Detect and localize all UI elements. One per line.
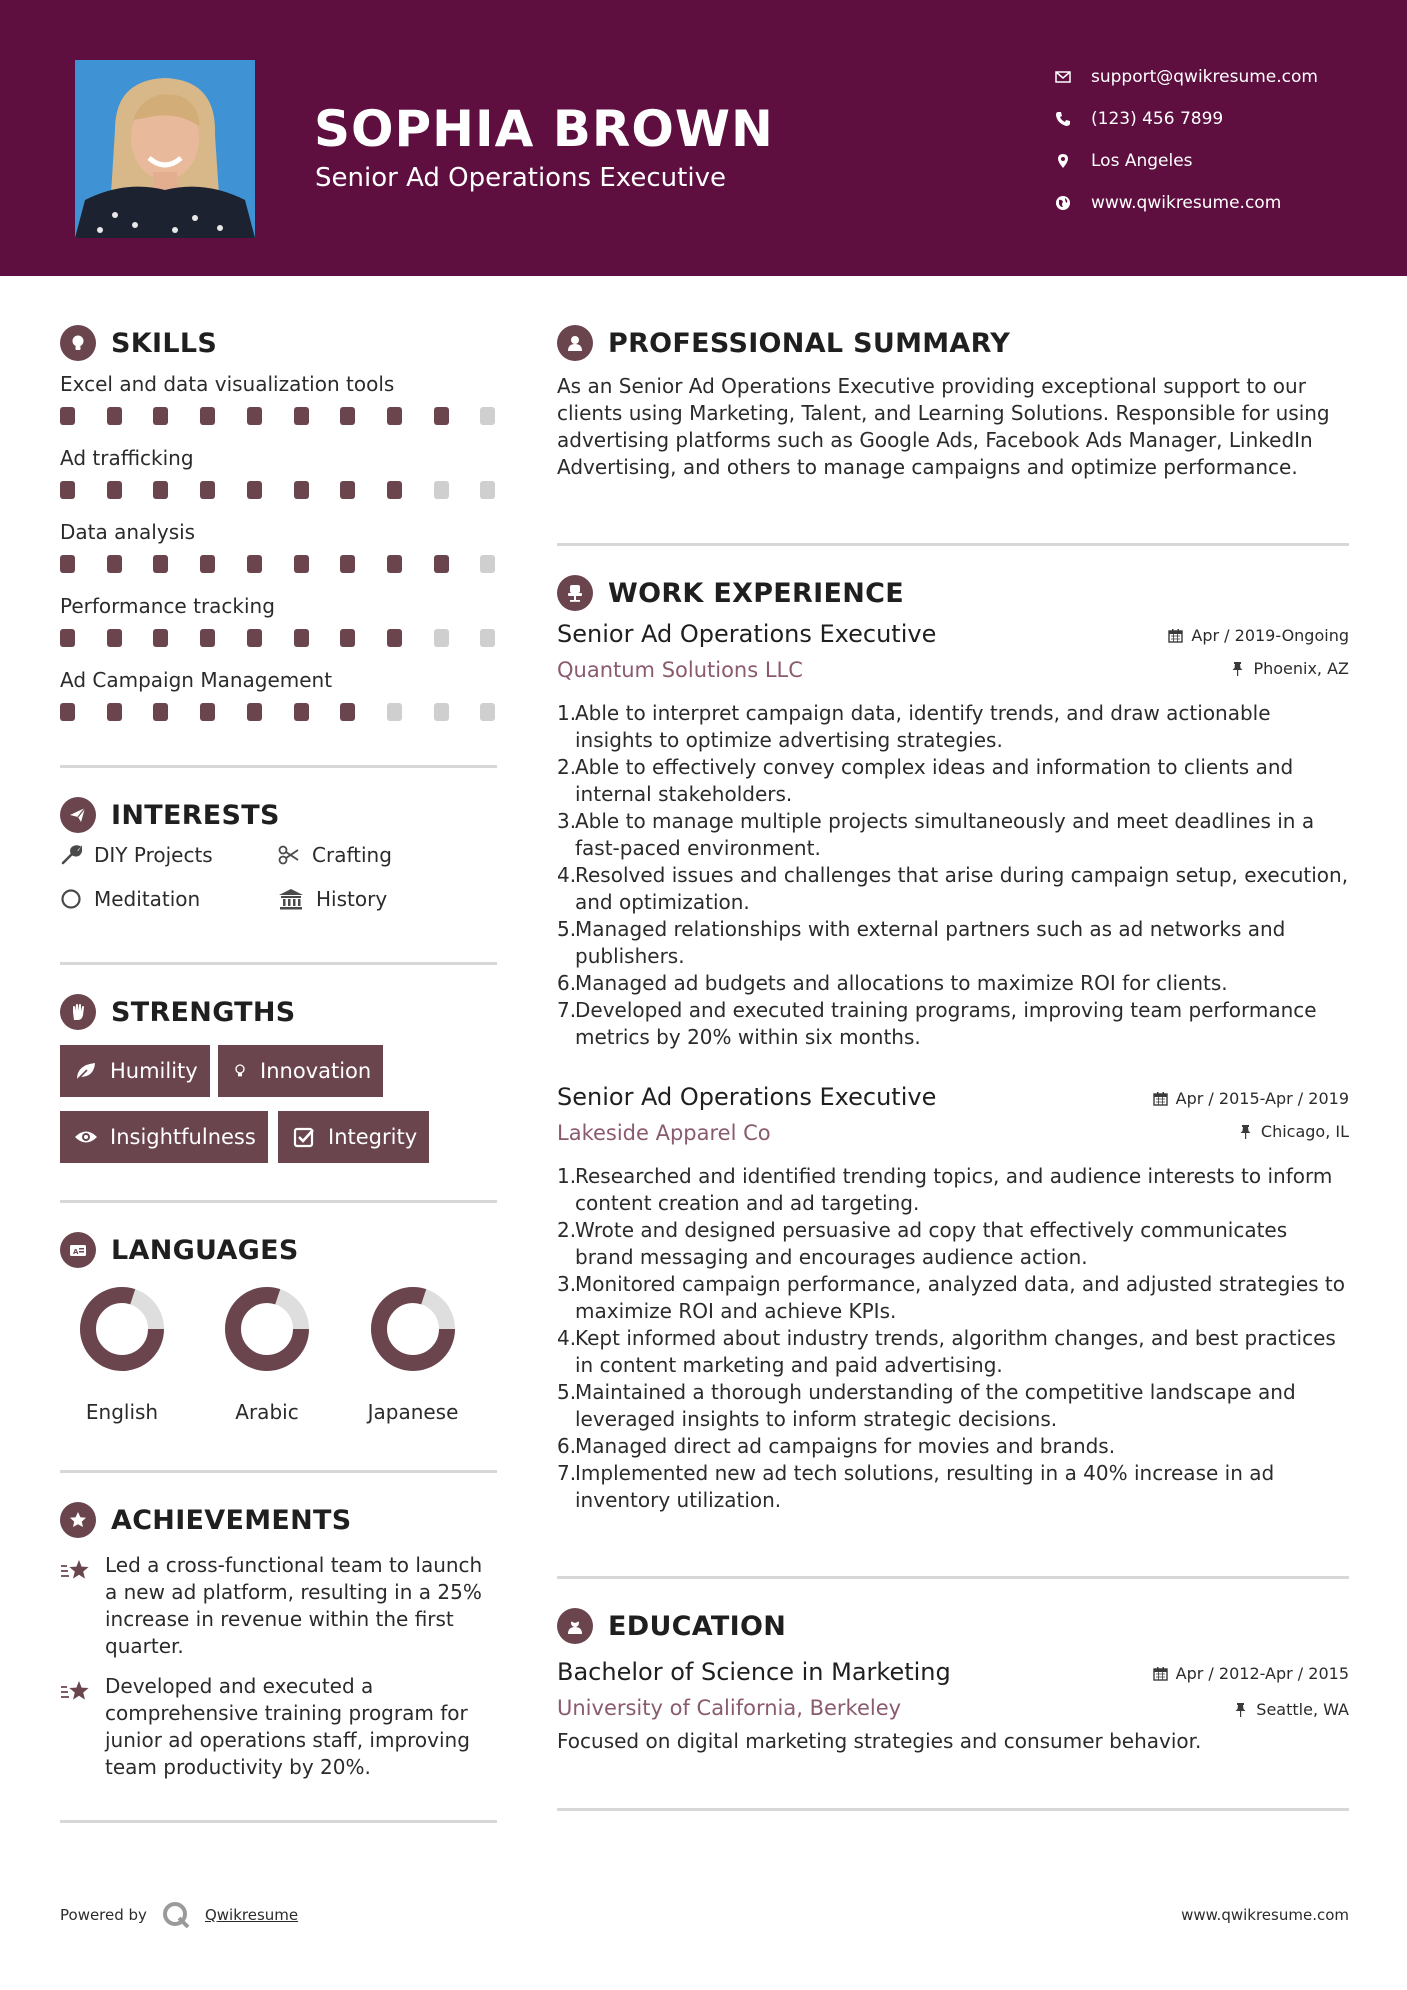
job-company: Quantum Solutions LLC: [557, 658, 803, 682]
job-bullet: 1. Able to interpret campaign data, identify trends, and draw actionable insights to optimize advertising strategies.: [557, 701, 1271, 752]
job-title: Senior Ad Operations Executive: [557, 1083, 937, 1111]
job-location-text: Phoenix, AZ: [1253, 659, 1349, 678]
skill-dot-empty: [480, 407, 495, 425]
svg-text:A: A: [73, 1248, 79, 1256]
skill-name: Ad trafficking: [60, 446, 194, 470]
summary-header: [557, 323, 1349, 363]
skill-dot-filled: [340, 555, 355, 573]
contact-email[interactable]: [1055, 56, 1385, 98]
job-bullet-text: Able to interpret campaign data, identify trends, and draw actionable insights to optimize advertising strategies.: [575, 701, 1271, 752]
phone-icon: [1055, 111, 1091, 127]
job-bullet: 7. Developed and executed training programs, improving team performance metrics by 20% within six months.: [557, 998, 1317, 1049]
achievements-header: [60, 1500, 497, 1540]
skill-dot-filled: [107, 629, 122, 647]
job-bullet-text: Wrote and designed persuasive ad copy that effectively communicates brand messaging and encourages audience action.: [575, 1218, 1288, 1269]
calendar-icon: [1153, 1091, 1168, 1106]
skill-dot-filled: [60, 481, 75, 499]
summary-section: [557, 323, 1349, 481]
footer-website[interactable]: www.qwikresume.com: [1181, 1906, 1349, 1924]
language-proficiency-ring: [370, 1286, 456, 1372]
skill-dot-filled: [247, 703, 262, 721]
skill-rating: [60, 621, 497, 665]
skill-dot-filled: [294, 481, 309, 499]
location-pin-icon: [1055, 153, 1091, 169]
job-bullet: 1. Researched and identified trending topics, and audience interests to inform content creation and ad targeting.: [557, 1164, 1333, 1215]
contact-location-text: Los Angeles: [1091, 151, 1193, 171]
experience-section: [557, 573, 1349, 613]
skill-dot-filled: [247, 481, 262, 499]
skill-dot-filled: [294, 555, 309, 573]
powered-by-text: Powered by: [60, 1906, 147, 1924]
footer-powered: [60, 1900, 298, 1930]
interest-label: Crafting: [312, 843, 392, 867]
contact-phone[interactable]: [1055, 98, 1385, 140]
pushpin-icon: [1230, 661, 1245, 676]
interests-header: [60, 795, 497, 835]
qwikresume-link[interactable]: Qwikresume: [204, 1906, 299, 1924]
strengths-title: STRENGTHS: [111, 996, 296, 1028]
interest-label: DIY Projects: [94, 843, 213, 867]
star-icon: [60, 1558, 92, 1584]
skill-dot-filled: [107, 703, 122, 721]
section-divider: [60, 1200, 497, 1203]
job-bullet: 3. Able to manage multiple projects simultaneously and meet deadlines in a fast-paced environment.: [557, 809, 1315, 860]
language-proficiency-ring: [79, 1286, 165, 1372]
interest-label: Meditation: [94, 887, 201, 911]
interest-item: [278, 887, 387, 911]
interest-item: [60, 843, 213, 867]
skill-dot-empty: [480, 555, 495, 573]
job-bullet-text: Maintained a thorough understanding of the competitive landscape and leveraged insights to inform strategic decisions.: [575, 1380, 1296, 1431]
leaf-icon: [74, 1060, 98, 1082]
skill-dot-filled: [107, 555, 122, 573]
star-badge-icon: [60, 1502, 96, 1538]
check-square-icon: [292, 1126, 316, 1148]
job-bullet-text: Managed ad budgets and allocations to maximize ROI for clients.: [575, 971, 1228, 995]
job-bullet-text: Able to manage multiple projects simultaneously and meet deadlines in a fast-paced environment.: [575, 809, 1315, 860]
skill-dot-filled: [294, 703, 309, 721]
job-bullet: 6. Managed ad budgets and allocations to maximize ROI for clients.: [557, 971, 1228, 995]
profile-photo: [75, 60, 255, 238]
skill-dot-filled: [200, 407, 215, 425]
skill-dot-filled: [153, 703, 168, 721]
skills-title: SKILLS: [111, 327, 218, 359]
strength-chip: [60, 1045, 210, 1097]
summary-title: PROFESSIONAL SUMMARY: [608, 327, 1011, 359]
skill-dot-filled: [107, 407, 122, 425]
skill-dot-filled: [387, 481, 402, 499]
strengths-header: [60, 992, 497, 1032]
language-name: English: [85, 1400, 159, 1424]
skill-dot-filled: [153, 407, 168, 425]
language-name: Japanese: [367, 1400, 459, 1424]
job-responsibilities: [557, 700, 1349, 1051]
skill-dot-filled: [434, 555, 449, 573]
graduate-icon: [557, 1608, 593, 1644]
strength-chip: [278, 1111, 429, 1163]
languages-title: LANGUAGES: [111, 1234, 299, 1266]
strength-label: Humility: [110, 1059, 198, 1083]
resume-header: [0, 0, 1407, 276]
job-bullet-text: Implemented new ad tech solutions, resulting in a 40% increase in ad inventory utilization.: [575, 1461, 1275, 1512]
qwikresume-logo-icon: [161, 1900, 191, 1930]
job-company: Lakeside Apparel Co: [557, 1121, 771, 1145]
skill-dot-filled: [340, 629, 355, 647]
job-bullet-text: Researched and identified trending topics, and audience interests to inform content creation and ad targeting.: [575, 1164, 1333, 1215]
chair-icon: [557, 575, 593, 611]
pushpin-icon: [1233, 1702, 1248, 1717]
skill-dot-filled: [60, 629, 75, 647]
job-bullet: 3. Monitored campaign performance, analyzed data, and adjusted strategies to maximize ROI and achieve KPIs.: [557, 1272, 1345, 1323]
contact-list: [1055, 56, 1385, 224]
education-location-text: Seattle, WA: [1256, 1700, 1349, 1719]
summary-text: As an Senior Ad Operations Executive providing exceptional support to our clients using Marketing, Talent, and Learning Solutions. Responsible for using advertising platforms such as Google Ads, Facebook Ads Manager, LinkedIn Advertising, and others to manage campaigns and optimize performance.: [557, 374, 1330, 479]
calendar-icon: [1168, 628, 1183, 643]
skill-dot-filled: [247, 629, 262, 647]
experience-title: WORK EXPERIENCE: [608, 577, 904, 609]
skill-name: Performance tracking: [60, 594, 275, 618]
globe-icon: [1055, 195, 1091, 211]
achievement-item: [60, 1552, 497, 1660]
job-bullet-text: Resolved issues and challenges that arise during campaign setup, execution, and optimization.: [575, 863, 1349, 914]
strength-label: Integrity: [328, 1125, 418, 1149]
candidate-name: SOPHIA BROWN: [314, 100, 774, 158]
eye-icon: [74, 1126, 98, 1148]
experience-header: [557, 573, 1349, 613]
strength-label: Insightfulness: [110, 1125, 256, 1149]
skill-dot-empty: [434, 481, 449, 499]
section-divider: [557, 1576, 1349, 1579]
skills-list: [60, 369, 497, 739]
skill-dot-empty: [434, 629, 449, 647]
section-divider: [60, 962, 497, 965]
language-name: Arabic: [235, 1400, 299, 1424]
paper-plane-icon: [60, 797, 96, 833]
skill-dot-filled: [294, 629, 309, 647]
job-bullet: 2. Able to effectively convey complex ideas and information to clients and internal stakeholders.: [557, 755, 1294, 806]
skill-dot-filled: [60, 407, 75, 425]
job-dates: [1168, 626, 1349, 645]
interest-item: [278, 843, 392, 867]
job-bullet: 2. Wrote and designed persuasive ad copy that effectively communicates brand messaging and encourages audience action.: [557, 1218, 1288, 1269]
contact-phone-text: (123) 456 7899: [1091, 109, 1224, 129]
lightbulb-icon: [232, 1060, 248, 1082]
interests-list: [60, 843, 497, 931]
job-bullet-text: Managed relationships with external partners such as ad networks and publishers.: [575, 917, 1286, 968]
job-bullet: 5. Maintained a thorough understanding of the competitive landscape and leveraged insights to inform strategic decisions.: [557, 1380, 1296, 1431]
hand-icon: [60, 994, 96, 1030]
candidate-title: Senior Ad Operations Executive: [315, 163, 726, 193]
job-bullet-text: Monitored campaign performance, analyzed data, and adjusted strategies to maximize ROI and achieve KPIs.: [575, 1272, 1345, 1323]
star-icon: [60, 1679, 92, 1705]
job-dates-text: Apr / 2015-Apr / 2019: [1175, 1089, 1349, 1108]
strength-label: Innovation: [260, 1059, 372, 1083]
lightbulb-icon: [60, 325, 96, 361]
job-bullet: 4. Kept informed about industry trends, algorithm changes, and best practices in content marketing and paid advertising.: [557, 1326, 1336, 1377]
skill-dot-filled: [247, 407, 262, 425]
job-dates-text: Apr / 2019-Ongoing: [1191, 626, 1349, 645]
language-item: [47, 1286, 197, 1424]
skill-dot-filled: [200, 629, 215, 647]
contact-website[interactable]: [1055, 182, 1385, 224]
education-dates: [1153, 1664, 1349, 1683]
skill-name: Excel and data visualization tools: [60, 372, 395, 396]
job-bullet-text: Able to effectively convey complex ideas and information to clients and internal stakeholders.: [575, 755, 1294, 806]
contact-website-text: www.qwikresume.com: [1091, 193, 1282, 213]
section-divider: [60, 765, 497, 768]
education-dates-text: Apr / 2012-Apr / 2015: [1175, 1664, 1349, 1683]
job-bullet-text: Kept informed about industry trends, algorithm changes, and best practices in content marketing and paid advertising.: [575, 1326, 1336, 1377]
skill-name: Data analysis: [60, 520, 196, 544]
education-degree: Bachelor of Science in Marketing: [557, 1658, 951, 1686]
translate-icon: [60, 1232, 96, 1268]
skill-dot-empty: [387, 703, 402, 721]
skill-dot-filled: [107, 481, 122, 499]
contact-email-text: support@qwikresume.com: [1091, 67, 1318, 87]
skill-dot-filled: [387, 407, 402, 425]
skill-dot-filled: [153, 481, 168, 499]
job-location: [1238, 1122, 1349, 1141]
skill-dot-filled: [294, 407, 309, 425]
job-title: Senior Ad Operations Executive: [557, 620, 937, 648]
user-icon: [557, 325, 593, 361]
envelope-icon: [1055, 69, 1091, 85]
strengths-section: [60, 992, 497, 1182]
interests-title: INTERESTS: [111, 799, 280, 831]
job-bullet-text: Developed and executed training programs, improving team performance metrics by 20% within six months.: [575, 998, 1317, 1049]
job-bullet: 6. Managed direct ad campaigns for movies and brands.: [557, 1434, 1116, 1458]
strength-chip: [218, 1045, 383, 1097]
section-divider: [557, 1808, 1349, 1811]
skill-dot-empty: [480, 481, 495, 499]
circle-icon: [60, 888, 82, 910]
achievements-title: ACHIEVEMENTS: [111, 1504, 352, 1536]
strength-chip: [60, 1111, 268, 1163]
skill-dot-filled: [340, 407, 355, 425]
museum-icon: [278, 888, 304, 910]
achievement-text: Developed and executed a comprehensive training program for junior ad operations staff, improving team productivity by 20%.: [105, 1674, 470, 1779]
achievement-text: Led a cross-functional team to launch a new ad platform, resulting in a 25% increase in revenue within the first quarter.: [105, 1553, 483, 1658]
calendar-icon: [1153, 1666, 1168, 1681]
skill-dot-filled: [434, 407, 449, 425]
skill-dot-filled: [340, 703, 355, 721]
section-divider: [557, 543, 1349, 546]
skill-dot-filled: [247, 555, 262, 573]
job-dates: [1153, 1089, 1349, 1108]
section-divider: [60, 1470, 497, 1473]
skill-rating: [60, 695, 497, 739]
skill-dot-filled: [200, 703, 215, 721]
skill-dot-filled: [153, 629, 168, 647]
skill-name: Ad Campaign Management: [60, 668, 333, 692]
job-location-text: Chicago, IL: [1260, 1122, 1349, 1141]
skill-dot-filled: [340, 481, 355, 499]
languages-section: [60, 1230, 497, 1470]
skill-dot-empty: [480, 703, 495, 721]
skill-rating: [60, 473, 497, 517]
language-item: [192, 1286, 342, 1424]
skill-dot-empty: [480, 629, 495, 647]
skill-dot-filled: [200, 481, 215, 499]
skills-header: [60, 323, 497, 363]
education-school: University of California, Berkeley: [557, 1696, 902, 1720]
skill-dot-filled: [387, 555, 402, 573]
skills-section: [60, 323, 497, 739]
scissors-icon: [278, 844, 300, 866]
education-description: Focused on digital marketing strategies and consumer behavior.: [557, 1729, 1202, 1753]
achievements-section: [60, 1500, 497, 1790]
contact-location: [1055, 140, 1385, 182]
pushpin-icon: [1238, 1124, 1253, 1139]
languages-header: [60, 1230, 497, 1270]
skill-rating: [60, 547, 497, 591]
skill-dot-filled: [60, 703, 75, 721]
achievement-item: [60, 1673, 497, 1781]
job-responsibilities: [557, 1163, 1349, 1514]
wrench-icon: [60, 844, 82, 866]
job-bullet: 5. Managed relationships with external partners such as ad networks and publishers.: [557, 917, 1286, 968]
interests-section: [60, 795, 497, 931]
skill-dot-filled: [387, 629, 402, 647]
education-location: [1233, 1700, 1349, 1719]
skill-dot-filled: [60, 555, 75, 573]
interest-label: History: [316, 887, 388, 911]
job-bullet: 4. Resolved issues and challenges that arise during campaign setup, execution, and optimization.: [557, 863, 1349, 914]
education-title: EDUCATION: [608, 1610, 787, 1642]
job-location: [1230, 659, 1349, 678]
interest-item: [60, 887, 200, 911]
skill-dot-filled: [200, 555, 215, 573]
language-item: [338, 1286, 488, 1424]
skill-dot-filled: [153, 555, 168, 573]
language-proficiency-ring: [224, 1286, 310, 1372]
education-header: [557, 1606, 1349, 1646]
job-bullet: 7. Implemented new ad tech solutions, resulting in a 40% increase in ad inventory utilization.: [557, 1461, 1275, 1512]
job-bullet-text: Managed direct ad campaigns for movies and brands.: [575, 1434, 1116, 1458]
skill-dot-empty: [434, 703, 449, 721]
section-divider: [60, 1820, 497, 1823]
education-section: [557, 1606, 1349, 1756]
skill-rating: [60, 399, 497, 443]
